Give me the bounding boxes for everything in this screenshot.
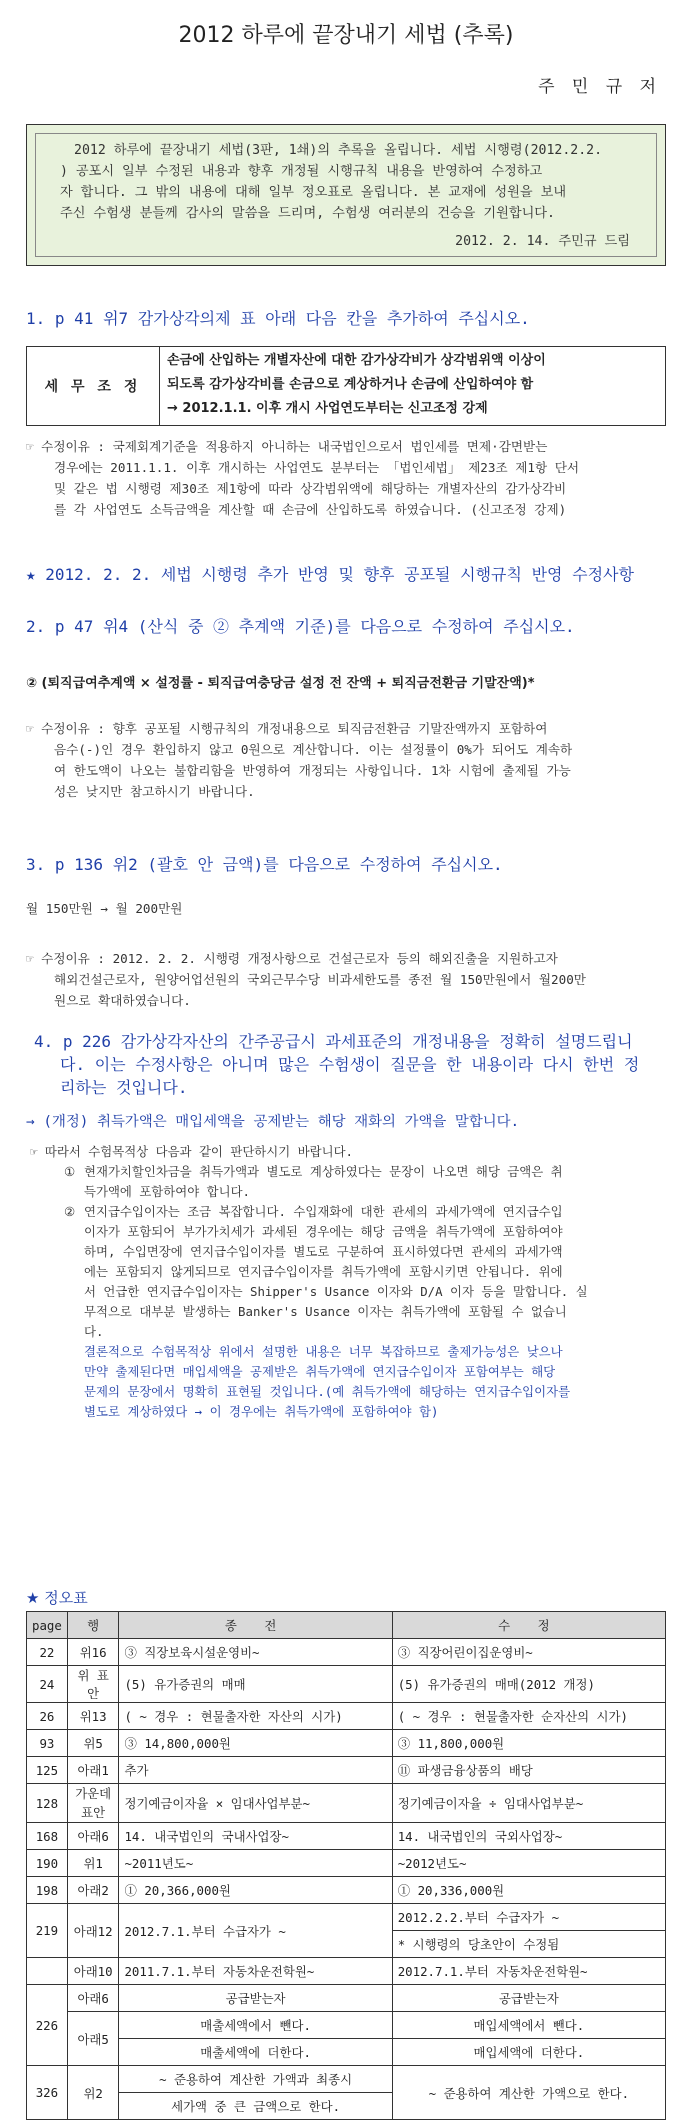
table-row: [27, 1666, 666, 1703]
cell-page: 24: [27, 1666, 68, 1703]
cell-before: 매출세액에 더한다.: [119, 2039, 392, 2066]
lead-line: ☞ 따라서 수험목적상 다음과 같이 판단하시기 바랍니다.: [30, 1144, 354, 1159]
reason-line: ☞ 수정이유 : 2012. 2. 2. 시행령 개정사항으로 건설근로자 등의 해외진출을 지원하고자: [26, 951, 558, 966]
section-2-heading: 2. p 47 위4 (산식 중 ② 추계액 기준)를 다음으로 수정하여 주십시오.: [26, 617, 575, 636]
formula: ② (퇴직급여추계액 × 설정률 - 퇴직급여충당금 설정 전 잔액 + 퇴직금전환금 기말잔액)*: [26, 676, 535, 691]
cell-row: 가운데 표안: [67, 1784, 119, 1823]
cell-page: 125: [27, 1757, 68, 1784]
reason-line: ☞ 수정이유 : 국제회계기준을 적용하지 아니하는 내국법인으로서 법인세를 면제·감면받는: [26, 439, 548, 454]
cell-row: 아래6: [67, 1823, 119, 1850]
heading-line: 리하는 것입니다.: [60, 1078, 188, 1097]
cell-before: ① 20,366,000원: [119, 1877, 392, 1904]
notice-line: ) 공포시 일부 수정된 내용과 향후 개정될 시행규칙 내용을 반영하여 수정하고: [60, 164, 543, 179]
section-4-heading: [34, 1030, 666, 1099]
table-row: [27, 1823, 666, 1850]
table-row: [27, 2039, 666, 2066]
cell-page: 26: [27, 1703, 68, 1730]
cell-page: 226: [27, 1985, 68, 2066]
cell-after: ~2012년도~: [392, 1850, 665, 1877]
errata-table: [26, 1611, 666, 2120]
cell-before: 공급받는자: [119, 1985, 392, 2012]
cell-page: 326: [27, 2066, 68, 2120]
cell-page: [27, 1958, 68, 1985]
notice-line: 2012 하루에 끝장내기 세법(3판, 1쇄)의 추록을 올립니다. 세법 시행령(2012.2.2.: [74, 143, 603, 158]
heading-line: 다. 이는 수정사항은 아니며 많은 수험생이 질문을 한 내용이라 다시 한번 정: [60, 1055, 640, 1074]
cell-page: 190: [27, 1850, 68, 1877]
table-row: [27, 2012, 666, 2039]
header-after: 수 정: [392, 1612, 665, 1639]
cell-page: 22: [27, 1639, 68, 1666]
header-before: 종 전: [119, 1612, 392, 1639]
heading-line: 4. p 226 감가상각자산의 간주공급시 과세표준의 개정내용을 정확히 설명드립니: [34, 1032, 633, 1051]
cell-after: 정기예금이자율 ÷ 임대사업부분~: [392, 1784, 665, 1823]
cell-after: ( ~ 경우 : 현물출자한 순자산의 시가): [392, 1703, 665, 1730]
cell-before: 14. 내국법인의 국내사업장~: [119, 1823, 392, 1850]
reason-line: ☞ 수정이유 : 향후 공포될 시행규칙의 개정내용으로 퇴직금전환금 기말잔액까지 포함하여: [26, 721, 548, 736]
conclusion: [30, 1342, 666, 1422]
table-row: [27, 2066, 666, 2093]
tax-adjustment-label: 세 무 조 정: [27, 347, 160, 425]
star-heading: ★ 2012. 2. 2. 세법 시행령 추가 반영 및 향후 공포될 시행규칙 반영 수정사항: [26, 565, 634, 584]
cell-row: 아래10: [67, 1958, 119, 1985]
tax-adjustment-line: → 2012.1.1. 이후 개시 사업연도부터는 신고조정 강제: [167, 401, 488, 416]
cell-before: 매출세액에서 뺀다.: [119, 2012, 392, 2039]
cell-after: ③ 직장어린이집운영비~: [392, 1639, 665, 1666]
notice-text: [35, 133, 657, 257]
cell-row: 위1: [67, 1850, 119, 1877]
cell-page: 128: [27, 1784, 68, 1823]
cell-page: 219: [27, 1904, 68, 1958]
table-row: [27, 1904, 666, 1931]
errata-title: ★ 정오표: [26, 1589, 88, 1607]
section-4-explanation: [30, 1142, 666, 1422]
revision-note: → (개정) 취득가액은 매입세액을 공제받는 해당 재화의 가액을 말합니다.: [26, 1114, 520, 1130]
cell-before: ~ 준용하여 계산한 가액과 최종시: [119, 2066, 392, 2093]
conclusion-line: 결론적으로 수험목적상 위에서 설명한 내용은 너무 복잡하므로 출제가능성은 낮으나: [84, 1344, 563, 1359]
item-line: 득가액에 포함하여야 합니다.: [84, 1184, 251, 1199]
section-1-reason: [26, 436, 666, 520]
cell-row: 위 표안: [67, 1666, 119, 1703]
cell-before: ③ 직장보육시설운영비~: [119, 1639, 392, 1666]
cell-after: ~ 준용하여 계산한 가액으로 한다.: [392, 2066, 665, 2120]
cell-after: 공급받는자: [392, 1985, 665, 2012]
cell-after: ③ 11,800,000원: [392, 1730, 665, 1757]
cell-page: 93: [27, 1730, 68, 1757]
cell-before: 2011.7.1.부터 자동차운전학원~: [119, 1958, 392, 1985]
cell-row: 위13: [67, 1703, 119, 1730]
cell-before: 정기예금이자율 × 임대사업부분~: [119, 1784, 392, 1823]
reason-line: 음수(-)인 경우 환입하지 않고 0원으로 계산합니다. 이는 설정률이 0%가 되어도 계속하: [54, 742, 573, 757]
amount-change: 월 150만원 → 월 200만원: [26, 901, 183, 916]
reason-line: 여 한도액이 나오는 불합리함을 반영하여 개정되는 사항입니다. 1차 시험에 출제될 가능: [54, 763, 571, 778]
tax-adjustment-line: 되도록 감가상각비를 손금으로 계상하거나 손금에 산입하여야 함: [167, 377, 534, 392]
notice-line: 주신 수험생 분들께 감사의 말씀을 드리며, 수험생 여러분의 건승을 기원합니다.: [60, 206, 555, 221]
tax-adjustment-table: [26, 346, 666, 426]
notice-line: 자 합니다. 그 밖의 내용에 대해 일부 정오표로 올립니다. 본 교재에 성원을 보내: [60, 185, 567, 200]
cell-after: 매입세액에 더한다.: [392, 2039, 665, 2066]
item-number: ②: [64, 1204, 76, 1219]
header-page: page: [27, 1612, 68, 1639]
item-line: 서 언급한 연지급수입이자는 Shipper's Usance 이자와 D/A 이자 등을 말합니다. 실: [84, 1284, 588, 1299]
cell-after: ⑪ 파생금융상품의 배당: [392, 1757, 665, 1784]
item-line: 하며, 수입면장에 연지급수입이자를 별도로 구분하여 표시하였다면 관세의 과세가액: [84, 1244, 563, 1259]
reason-line: 해외건설근로자, 원양어업선원의 국외근무수당 비과세한도를 종전 월 150만원에서 월200만: [54, 972, 586, 987]
cell-row: 위2: [67, 2066, 119, 2120]
tax-adjustment-line: 손금에 산입하는 개별자산에 대한 감가상각비가 상각범위액 이상이: [167, 353, 546, 368]
page-title: 2012 하루에 끝장내기 세법 (추록): [178, 23, 514, 48]
cell-row: 아래12: [67, 1904, 119, 1958]
section-3-heading: 3. p 136 위2 (괄호 안 금액)를 다음으로 수정하여 주십시오.: [26, 855, 503, 874]
list-item: [30, 1162, 666, 1202]
table-row: [27, 1757, 666, 1784]
cell-page: 168: [27, 1823, 68, 1850]
conclusion-line: 문제의 문장에서 명확히 표현될 것입니다.(예 취득가액에 해당하는 연지급수입이자를: [84, 1384, 571, 1399]
cell-after: ① 20,336,000원: [392, 1877, 665, 1904]
cell-row: 아래6: [67, 1985, 119, 2012]
table-row: [27, 1850, 666, 1877]
reason-line: 를 각 사업연도 소득금액을 계산할 때 손금에 산입하도록 하였습니다. (신고조정 강제): [54, 502, 567, 517]
table-row: [27, 1985, 666, 2012]
table-row: [27, 1639, 666, 1666]
cell-before: 세가액 중 큰 금액으로 한다.: [119, 2093, 392, 2120]
cell-before: 2012.7.1.부터 수급자가 ~: [119, 1904, 392, 1958]
cell-after: 2012.2.2.부터 수급자가 ~: [392, 1904, 665, 1931]
cell-page: 198: [27, 1877, 68, 1904]
notice-box: [26, 124, 666, 266]
cell-after: (5) 유가증권의 매매(2012 개정): [392, 1666, 665, 1703]
tax-adjustment-content: [167, 349, 657, 421]
list-item: [30, 1202, 666, 1342]
notice-date: 2012. 2. 14. 주민규 드림: [455, 234, 630, 249]
section-2-reason: [26, 718, 666, 802]
cell-after: 2012.7.1.부터 자동차운전학원~: [392, 1958, 665, 1985]
cell-after: 매입세액에서 뺀다.: [392, 2012, 665, 2039]
cell-row: 위5: [67, 1730, 119, 1757]
table-header-row: [27, 1612, 666, 1639]
cell-before: ③ 14,800,000원: [119, 1730, 392, 1757]
reason-line: 경우에는 2011.1.1. 이후 개시하는 사업연도 분부터는 「법인세법」 제23조 제1항 단서: [54, 460, 580, 475]
cell-row: 위16: [67, 1639, 119, 1666]
cell-after: 14. 내국법인의 국외사업장~: [392, 1823, 665, 1850]
table-row: [27, 1784, 666, 1823]
cell-row: 아래5: [67, 2012, 119, 2066]
item-line: 다.: [84, 1324, 104, 1339]
item-line: 이자가 포함되어 부가가치세가 과세된 경우에는 해당 금액을 취득가액에 포함하여야: [84, 1224, 563, 1239]
cell-after: * 시행령의 당초안이 수정됨: [392, 1931, 665, 1958]
cell-before: (5) 유가증권의 매매: [119, 1666, 392, 1703]
item-line: 연지급수입이자는 조금 복잡합니다. 수입재화에 대한 관세의 과세가액에 연지급수입: [84, 1204, 563, 1219]
item-line: 무적으로 대부분 발생하는 Banker's Usance 이자는 취득가액에 포함될 수 없습니: [84, 1304, 567, 1319]
table-row: [27, 1877, 666, 1904]
header-row: 행: [67, 1612, 119, 1639]
table-row: [27, 1958, 666, 1985]
reason-line: 원으로 확대하였습니다.: [54, 993, 191, 1008]
cell-before: 추가: [119, 1757, 392, 1784]
cell-row: 아래1: [67, 1757, 119, 1784]
conclusion-line: 만약 출제된다면 매입세액을 공제받은 취득가액에 연지급수입이자 포함여부는 해당: [84, 1364, 556, 1379]
cell-before: ( ~ 경우 : 현물출자한 자산의 시가): [119, 1703, 392, 1730]
item-line: 현재가치할인차금을 취득가액과 별도로 계상하였다는 문장이 나오면 해당 금액은 취: [84, 1164, 563, 1179]
table-row: [27, 1730, 666, 1757]
item-number: ①: [64, 1164, 76, 1179]
section-1-heading: 1. p 41 위7 감가상각의제 표 아래 다음 칸을 추가하여 주십시오.: [26, 309, 530, 328]
table-row: [27, 1703, 666, 1730]
reason-line: 및 같은 법 시행령 제30조 제1항에 따라 상각범위액에 해당하는 개별자산의 감가상각비: [54, 481, 567, 496]
author: 주 민 규 저: [538, 77, 662, 97]
section-3-reason: [26, 948, 666, 1011]
reason-line: 성은 낮지만 참고하시기 바랍니다.: [54, 784, 255, 799]
item-line: 에는 포함되지 않게되므로 연지급수입이자를 취득가액에 포함시키면 안됩니다. 위에: [84, 1264, 563, 1279]
cell-before: ~2011년도~: [119, 1850, 392, 1877]
conclusion-line: 별도로 계상하였다 → 이 경우에는 취득가액에 포함하여야 함): [84, 1404, 439, 1419]
cell-row: 아래2: [67, 1877, 119, 1904]
